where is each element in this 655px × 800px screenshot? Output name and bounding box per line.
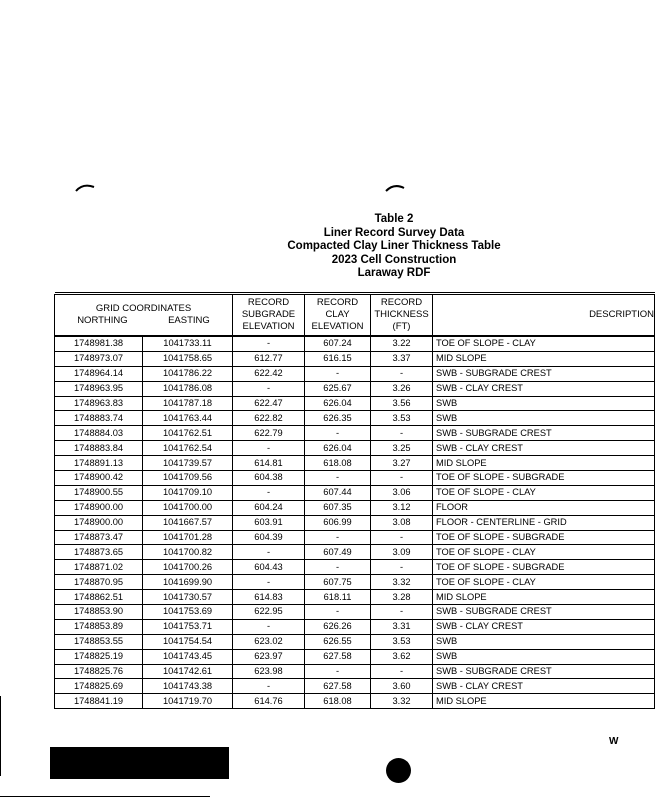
table-row (55, 664, 655, 679)
subgrade-elevation-cell: 622.42 (233, 366, 305, 381)
redaction-bar (50, 747, 229, 779)
easting-cell: 1041699.90 (143, 575, 233, 590)
header-row (55, 295, 655, 337)
bottom-edge-line (0, 796, 210, 797)
easting-cell: 1041700.82 (143, 545, 233, 560)
scan-mark-right (384, 183, 406, 193)
edge-letter: W (609, 736, 619, 747)
description-cell: TOE OF SLOPE - CLAY (433, 336, 655, 351)
northing-cell: 1748873.65 (55, 545, 143, 560)
clay-elevation-cell: 606.99 (305, 515, 371, 530)
table-row (55, 441, 655, 456)
subgrade-elevation-cell: 614.81 (233, 456, 305, 471)
easting-cell: 1041743.38 (143, 679, 233, 694)
description-cell: SWB - SUBGRADE CREST (433, 426, 655, 441)
northing-cell: 1748900.42 (55, 471, 143, 486)
thickness-cell: - (371, 366, 433, 381)
description-cell: SWB - SUBGRADE CREST (433, 605, 655, 620)
description-cell: SWB (433, 634, 655, 649)
thickness-cell: 3.32 (371, 575, 433, 590)
northing-cell: 1748963.95 (55, 381, 143, 396)
easting-cell: 1041753.69 (143, 605, 233, 620)
northing-cell: 1748841.19 (55, 694, 143, 709)
description-cell: TOE OF SLOPE - SUBGRADE (433, 560, 655, 575)
thickness-cell: 3.12 (371, 500, 433, 515)
clay-elevation-cell: 607.24 (305, 336, 371, 351)
left-edge-line (0, 696, 1, 776)
clay-elevation-cell: - (305, 560, 371, 575)
table-row (55, 590, 655, 605)
northing-cell: 1748883.74 (55, 411, 143, 426)
description-cell: SWB - CLAY CREST (433, 619, 655, 634)
table-body (55, 336, 655, 709)
thickness-cell: 3.28 (371, 590, 433, 605)
description-cell: SWB (433, 396, 655, 411)
grid-coordinates-label: GRID COORDINATES (95, 303, 192, 314)
northing-cell: 1748900.00 (55, 500, 143, 515)
subgrade-elevation-cell: - (233, 485, 305, 500)
thickness-cell: - (371, 426, 433, 441)
northing-cell: 1748963.83 (55, 396, 143, 411)
description-cell: SWB - CLAY CREST (433, 679, 655, 694)
easting-cell: 1041739.57 (143, 456, 233, 471)
northing-cell: 1748870.95 (55, 575, 143, 590)
thickness-cell: 3.62 (371, 649, 433, 664)
subgrade-elevation-cell: 614.76 (233, 694, 305, 709)
clay-elevation-cell: 616.15 (305, 351, 371, 366)
clay-header-line2: CLAY (325, 309, 350, 320)
subgrade-elevation-cell: 604.38 (233, 471, 305, 486)
table-row (55, 649, 655, 664)
table-row (55, 351, 655, 366)
clay-header-line1: RECORD (316, 297, 359, 308)
subgrade-header-line2: SUBGRADE (241, 309, 296, 320)
description-cell: FLOOR - CENTERLINE - GRID (433, 515, 655, 530)
table-title: Liner Record Survey Data (323, 226, 465, 239)
easting-cell: 1041787.18 (143, 396, 233, 411)
subgrade-elevation-cell: 604.39 (233, 530, 305, 545)
northing-cell: 1748825.69 (55, 679, 143, 694)
subgrade-elevation-cell: 623.97 (233, 649, 305, 664)
easting-cell: 1041719.70 (143, 694, 233, 709)
description-cell: MID SLOPE (433, 456, 655, 471)
clay-elevation-cell: - (305, 426, 371, 441)
thickness-cell: 3.31 (371, 619, 433, 634)
table-number: Table 2 (374, 213, 414, 225)
description-cell: FLOOR (433, 500, 655, 515)
description-header: DESCRIPTION (433, 295, 655, 337)
thickness-cell: 3.53 (371, 411, 433, 426)
subgrade-elevation-cell: - (233, 575, 305, 590)
thickness-header (371, 295, 433, 337)
easting-cell: 1041709.56 (143, 471, 233, 486)
easting-cell: 1041709.10 (143, 485, 233, 500)
description-cell: SWB - CLAY CREST (433, 441, 655, 456)
northing-cell: 1748871.02 (55, 560, 143, 575)
easting-cell: 1041733.11 (143, 336, 233, 351)
northing-cell: 1748981.38 (55, 336, 143, 351)
subgrade-elevation-cell: 612.77 (233, 351, 305, 366)
easting-cell: 1041786.22 (143, 366, 233, 381)
table-row (55, 515, 655, 530)
northing-cell: 1748973.07 (55, 351, 143, 366)
northing-cell: 1748825.19 (55, 649, 143, 664)
subgrade-elevation-cell: 622.47 (233, 396, 305, 411)
thickness-cell: - (371, 664, 433, 679)
easting-cell: 1041758.65 (143, 351, 233, 366)
description-cell: TOE OF SLOPE - CLAY (433, 575, 655, 590)
clay-elevation-cell: 607.44 (305, 485, 371, 500)
thickness-cell: 3.26 (371, 381, 433, 396)
table-row (55, 456, 655, 471)
thickness-cell: 3.09 (371, 545, 433, 560)
northing-cell: 1748873.47 (55, 530, 143, 545)
subgrade-header-line1: RECORD (247, 297, 290, 308)
table-row (55, 396, 655, 411)
easting-cell: 1041763.44 (143, 411, 233, 426)
thickness-header-line1: RECORD (380, 297, 423, 308)
thickness-cell: 3.25 (371, 441, 433, 456)
facility-name: Laraway RDF (357, 267, 431, 280)
thickness-cell: 3.06 (371, 485, 433, 500)
easting-cell: 1041700.26 (143, 560, 233, 575)
hole-punch-mark (386, 758, 411, 783)
clay-elevation-cell: 627.58 (305, 649, 371, 664)
table-row (55, 471, 655, 486)
thickness-cell: 3.27 (371, 456, 433, 471)
scan-mark-left (74, 183, 96, 193)
table-row (55, 619, 655, 634)
clay-elevation-cell: 625.67 (305, 381, 371, 396)
subgrade-elevation-cell: - (233, 545, 305, 560)
northing-cell: 1748853.89 (55, 619, 143, 634)
thickness-cell: 3.22 (371, 336, 433, 351)
description-cell: SWB - SUBGRADE CREST (433, 664, 655, 679)
table-row (55, 634, 655, 649)
clay-elevation-cell: - (305, 471, 371, 486)
subgrade-elevation-cell: 614.83 (233, 590, 305, 605)
easting-cell: 1041700.00 (143, 500, 233, 515)
clay-elevation-cell: 618.08 (305, 694, 371, 709)
easting-header: EASTING (168, 315, 210, 326)
description-cell: SWB - SUBGRADE CREST (433, 366, 655, 381)
description-cell: SWB (433, 411, 655, 426)
description-cell: MID SLOPE (433, 590, 655, 605)
subgrade-elevation-cell: - (233, 336, 305, 351)
thickness-cell: 3.08 (371, 515, 433, 530)
description-cell: TOE OF SLOPE - SUBGRADE (433, 530, 655, 545)
clay-elevation-cell: 618.11 (305, 590, 371, 605)
clay-elevation-cell: 626.04 (305, 396, 371, 411)
table-row (55, 411, 655, 426)
easting-cell: 1041701.28 (143, 530, 233, 545)
easting-cell: 1041730.57 (143, 590, 233, 605)
construction-year: 2023 Cell Construction (331, 253, 457, 266)
description-cell: SWB - CLAY CREST (433, 381, 655, 396)
table-row (55, 485, 655, 500)
clay-elevation-cell: 627.58 (305, 679, 371, 694)
northing-cell: 1748853.55 (55, 634, 143, 649)
table-row (55, 575, 655, 590)
easting-cell: 1041762.51 (143, 426, 233, 441)
subgrade-elevation-header (233, 295, 305, 337)
thickness-header-line2: THICKNESS (374, 309, 429, 320)
subgrade-header-line3: ELEVATION (242, 321, 295, 332)
clay-elevation-cell: - (305, 530, 371, 545)
thickness-cell: 3.32 (371, 694, 433, 709)
northing-cell: 1748964.14 (55, 366, 143, 381)
liner-survey-table (54, 292, 655, 709)
subgrade-elevation-cell: 622.79 (233, 426, 305, 441)
description-cell: TOE OF SLOPE - SUBGRADE (433, 471, 655, 486)
description-cell: TOE OF SLOPE - CLAY (433, 485, 655, 500)
northing-cell: 1748891.13 (55, 456, 143, 471)
table-row (55, 545, 655, 560)
thickness-cell: - (371, 471, 433, 486)
easting-cell: 1041786.08 (143, 381, 233, 396)
northing-cell: 1748900.55 (55, 485, 143, 500)
thickness-cell: 3.53 (371, 634, 433, 649)
northing-cell: 1748900.00 (55, 515, 143, 530)
subgrade-elevation-cell: 622.82 (233, 411, 305, 426)
subgrade-elevation-cell: - (233, 679, 305, 694)
northing-header: NORTHING (77, 315, 128, 326)
subgrade-elevation-cell: 623.98 (233, 664, 305, 679)
clay-elevation-cell: 607.75 (305, 575, 371, 590)
thickness-cell: - (371, 530, 433, 545)
table-row (55, 560, 655, 575)
subgrade-elevation-cell: 622.95 (233, 605, 305, 620)
clay-elevation-cell: 626.04 (305, 441, 371, 456)
grid-coordinates-header (55, 295, 233, 337)
description-cell: SWB (433, 649, 655, 664)
table-row (55, 426, 655, 441)
table-row (55, 679, 655, 694)
thickness-cell: 3.60 (371, 679, 433, 694)
thickness-cell: 3.56 (371, 396, 433, 411)
clay-elevation-cell: 607.49 (305, 545, 371, 560)
subgrade-elevation-cell: 604.43 (233, 560, 305, 575)
thickness-cell: - (371, 605, 433, 620)
subgrade-elevation-cell: 604.24 (233, 500, 305, 515)
subgrade-elevation-cell: 603.91 (233, 515, 305, 530)
easting-cell: 1041667.57 (143, 515, 233, 530)
table-row (55, 366, 655, 381)
easting-cell: 1041753.71 (143, 619, 233, 634)
description-cell: MID SLOPE (433, 351, 655, 366)
clay-elevation-header (305, 295, 371, 337)
clay-elevation-cell: 618.08 (305, 456, 371, 471)
table-row (55, 381, 655, 396)
description-cell: TOE OF SLOPE - CLAY (433, 545, 655, 560)
northing-cell: 1748883.84 (55, 441, 143, 456)
easting-cell: 1041762.54 (143, 441, 233, 456)
thickness-header-line3: (FT) (392, 321, 411, 332)
subgrade-elevation-cell: 623.02 (233, 634, 305, 649)
table-title-block (250, 213, 538, 281)
thickness-cell: 3.37 (371, 351, 433, 366)
subgrade-elevation-cell: - (233, 381, 305, 396)
northing-cell: 1748862.51 (55, 590, 143, 605)
table-row (55, 605, 655, 620)
easting-cell: 1041742.61 (143, 664, 233, 679)
clay-elevation-cell: - (305, 664, 371, 679)
clay-elevation-cell: 607.35 (305, 500, 371, 515)
table-row (55, 500, 655, 515)
subgrade-elevation-cell: - (233, 619, 305, 634)
thickness-cell: - (371, 560, 433, 575)
northing-cell: 1748825.76 (55, 664, 143, 679)
table-row (55, 694, 655, 709)
clay-elevation-cell: 626.55 (305, 634, 371, 649)
clay-elevation-cell: - (305, 605, 371, 620)
clay-elevation-cell: 626.26 (305, 619, 371, 634)
description-cell: MID SLOPE (433, 694, 655, 709)
northing-cell: 1748853.90 (55, 605, 143, 620)
easting-cell: 1041754.54 (143, 634, 233, 649)
northing-cell: 1748884.03 (55, 426, 143, 441)
easting-cell: 1041743.45 (143, 649, 233, 664)
clay-elevation-cell: - (305, 366, 371, 381)
clay-header-line3: ELEVATION (311, 321, 364, 332)
clay-elevation-cell: 626.35 (305, 411, 371, 426)
table-subtitle: Compacted Clay Liner Thickness Table (287, 240, 501, 253)
table-row (55, 530, 655, 545)
subgrade-elevation-cell: - (233, 441, 305, 456)
table-row (55, 336, 655, 351)
